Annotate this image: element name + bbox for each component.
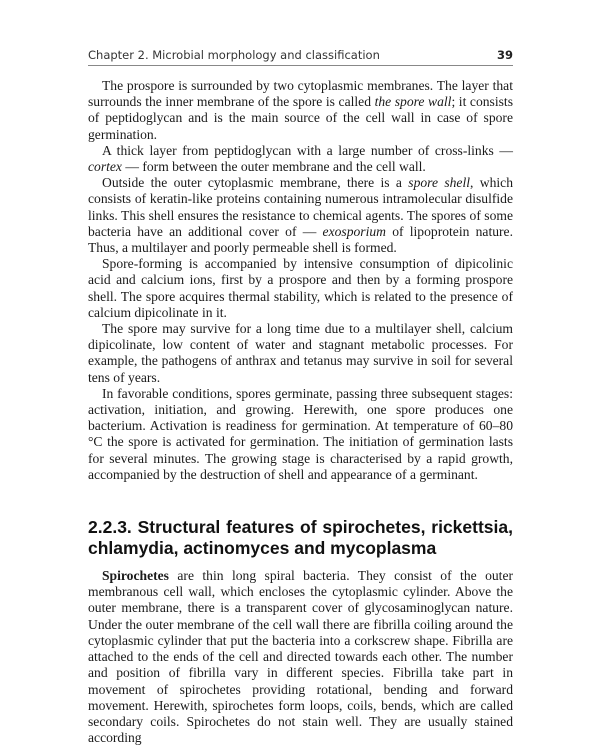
text-run: A thick layer from peptidoglycan with a large number of cross-links —: [102, 142, 513, 158]
text-run: , which consists of keratin-like proteins containing numerous intramolecular disulfide links. This shell ensures the resistance to chemical agents. The spores of some bacteria have an additional cover of —: [88, 175, 513, 239]
page-number: 39: [496, 48, 513, 62]
text-run: The spore may survive for a long time due to a multilayer shell, calcium dipicolinate, low content of water and stagnant metabolic processes. For example, the pathogens of anthrax and tetanus may survive in soil for several tens of years.: [88, 321, 513, 385]
paragraph: [88, 78, 513, 143]
paragraph: [88, 568, 513, 746]
italic-term: the spore wall: [374, 94, 452, 110]
paragraph: [88, 386, 513, 483]
italic-term: exosporium: [322, 223, 386, 239]
paragraph: [88, 175, 513, 256]
text-run: Spore-forming is accompanied by intensive consumption of dipicolinic acid and calcium ions, first by a prospore and then by a forming prospore shell. The spore acquires thermal stability, which is related to the presence of calcium dipicolinate in it.: [88, 256, 513, 320]
lead-term: Spirochetes: [102, 568, 169, 584]
running-header: [88, 48, 513, 66]
italic-term: cortex: [88, 159, 122, 175]
text-run: of lipoprotein nature. Thus, a multilayer and poorly permeable shell is formed.: [88, 223, 513, 256]
italic-term: spore shell: [408, 175, 471, 191]
text-run: In favorable conditions, spores germinate, passing three subsequent stages: activation, initiation, and growing. Herewith, one spore produces one bacterium. Activation is readiness for germination. At temperature of 60–80 °C the spore is activated for germination. The initiation of germination lasts for several minutes. The growing stage is characterised by a rapid growth, accompanied by the destruction of shell and appearance of a germinant.: [88, 385, 513, 482]
paragraph: [88, 143, 513, 175]
text-run: — form between the outer membrane and the cell wall.: [121, 159, 426, 175]
text-run: are thin long spiral bacteria. They consist of the outer membranous cell wall, which encloses the cytoplasmic cylinder. Above the outer membrane, there is a transparent cover of glycosaminoglycan nature. Under the outer membrane of the cell wall there are fibrilla coiling around the cytoplasmic cylinder that put the bacteria into a corkscrew shape. Fibrilla are attached to the ends of the cell and directed towards each other. The number and position of fibrilla vary in different species. Fibrilla take part in movement of spirochetes providing rotational, bending and forward movement. Herewith, spirochetes form loops, coils, bends, which are called secondary coils. Spirochetes do not stain well. They are usually stained according: [88, 568, 513, 746]
text-run: Outside the outer cytoplasmic membrane, there is a: [102, 175, 409, 191]
chapter-title: Chapter 2. Microbial morphology and classification: [88, 48, 380, 62]
text-run: The prospore is surrounded by two cytoplasmic membranes. The layer that surrounds the inner membrane of the spore is called: [88, 78, 513, 110]
body-text: [88, 78, 513, 746]
paragraph: [88, 321, 513, 386]
section-heading: 2.2.3. Structural features of spirochetes, rickettsia, chlamydia, actinomyces and mycoplasma: [88, 517, 513, 559]
book-page: [88, 48, 513, 746]
text-run: ; it consists of peptidoglycan and is the main source of the cell wall in case of spore germination.: [88, 94, 513, 142]
paragraph: [88, 256, 513, 321]
